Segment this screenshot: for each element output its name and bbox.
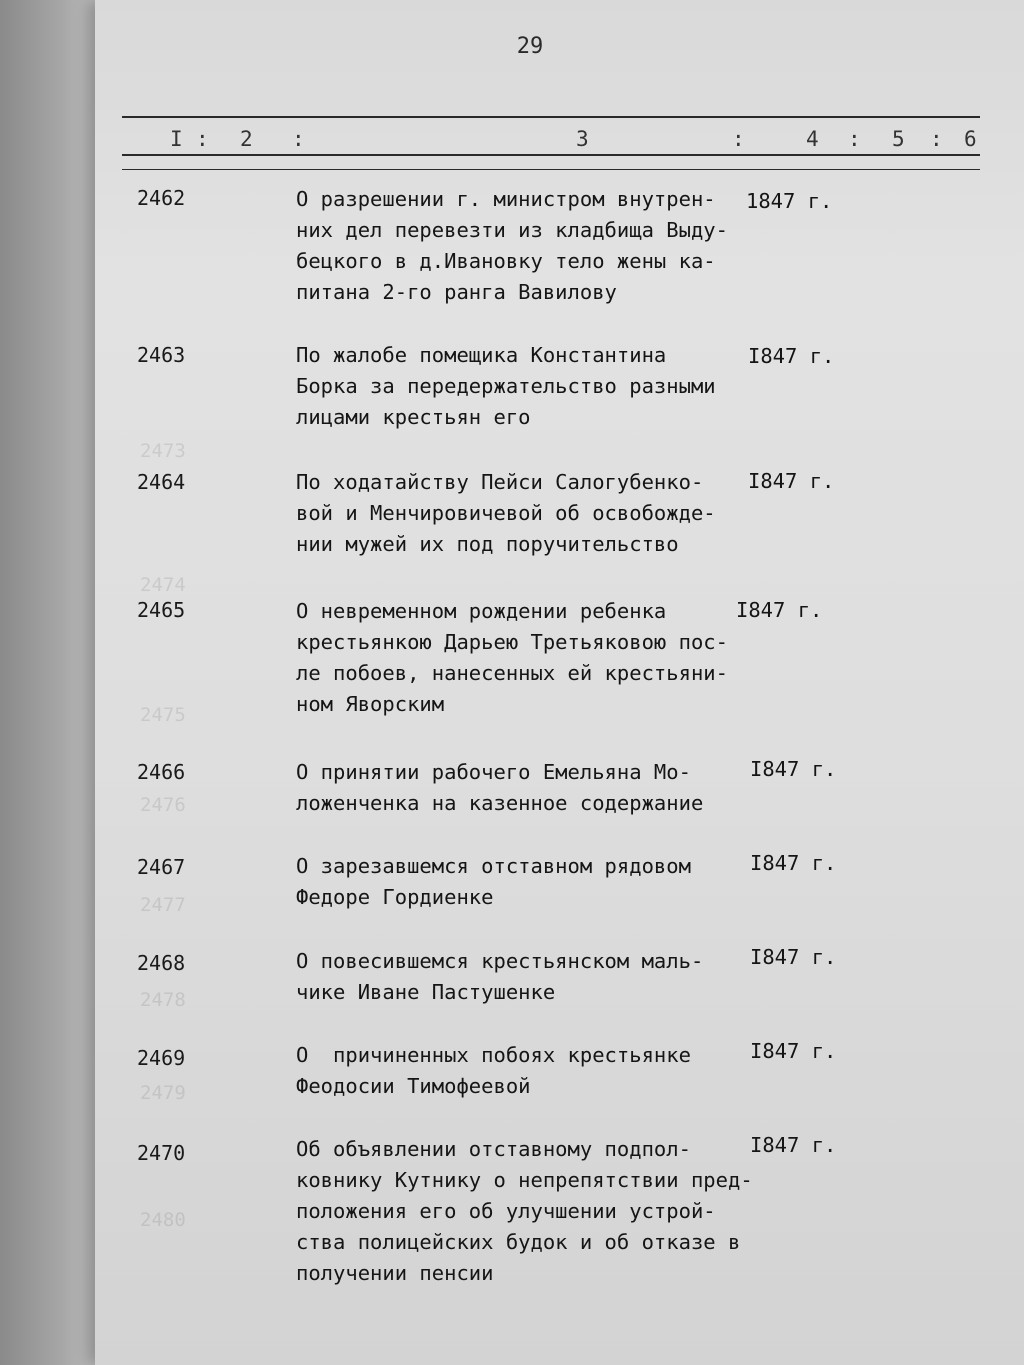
entry-year: I847 г. (750, 851, 837, 875)
entry-year: I847 г. (750, 1133, 837, 1157)
header-rule-top (122, 116, 980, 118)
entry-number: 2467 (137, 855, 186, 879)
column-header-4: 4 (806, 127, 819, 151)
column-header-2: 2 (240, 127, 253, 151)
entry-description: О разрешении г. министром внутрен- них дел перевезти из кладбища Выду- бецкого в д.Ивановку тело жены ка- питана 2-го ранга Вавилову (296, 187, 728, 304)
entry-number: 2468 (137, 951, 186, 975)
entry-year: I847 г. (750, 1039, 837, 1063)
column-separator: : (292, 127, 305, 151)
entry-number: 2465 (137, 598, 186, 622)
page-binding-shadow (0, 0, 110, 1365)
entry-year: I847 г. (748, 469, 835, 493)
entry-number: 2469 (137, 1046, 186, 1070)
entry-year: I847 г. (750, 757, 837, 781)
bleed-through-text: 2479 (140, 1082, 186, 1104)
entry-description: О повесившемся крестьянском маль- чике Иване Пастушенке (296, 949, 704, 1004)
bleed-through-text: 2473 (140, 440, 186, 462)
header-rule-middle (122, 154, 980, 156)
entry-number: 2466 (137, 760, 186, 784)
entry-description: Об объявлении отставному подпол- ковнику Кутнику о непрепятствии пред- положения его об улучшении устрой- ства полицейских будок и об отказе в получении пенсии (296, 1137, 753, 1285)
column-header-5: 5 (892, 127, 905, 151)
entry-number: 2463 (137, 343, 186, 367)
entry-number: 2464 (137, 470, 186, 494)
page-number: 29 (516, 34, 544, 59)
column-header-3: 3 (576, 127, 589, 151)
entry-year: 1847 г. (746, 189, 833, 213)
entry-year: I847 г. (750, 945, 837, 969)
entry-description: По ходатайству Пейси Салогубенко- вой и Менчировичевой об освобожде- нии мужей их под поручительство (296, 470, 716, 556)
entry-year: I847 г. (736, 598, 823, 622)
bleed-through-text: 2478 (140, 989, 186, 1011)
entry-description: По жалобе помещика Константина Борка за передержательство разными лицами крестьян его (296, 343, 716, 429)
header-rule-bottom (122, 169, 980, 170)
column-separator: : (930, 127, 943, 151)
bleed-through-text: 2476 (140, 794, 186, 816)
entry-description: О зарезавшемся отставном рядовом Федоре Гордиенке (296, 854, 691, 909)
entry-number: 2470 (137, 1141, 186, 1165)
bleed-through-text: 2474 (140, 574, 186, 596)
bleed-through-text: 2477 (140, 894, 186, 916)
entry-number: 2462 (137, 186, 186, 210)
entry-description: О принятии рабочего Емельяна Мо- ложенченка на казенное содержание (296, 760, 704, 815)
column-separator: : (732, 127, 745, 151)
column-header-1: I (170, 127, 183, 151)
entry-description: О причиненных побоях крестьянке Феодосии Тимофеевой (296, 1043, 691, 1098)
column-separator: : (848, 127, 861, 151)
bleed-through-text: 2475 (140, 704, 186, 726)
entry-year: I847 г. (748, 344, 835, 368)
column-separator: : (196, 127, 209, 151)
bleed-through-text: 2480 (140, 1209, 186, 1231)
entry-description: О невременном рождении ребенка крестьянкою Дарьею Третьяковою пос- ле побоев, нанесенных ей крестьяни- ном Яворским (296, 599, 728, 716)
column-header-6: 6 (964, 127, 977, 151)
